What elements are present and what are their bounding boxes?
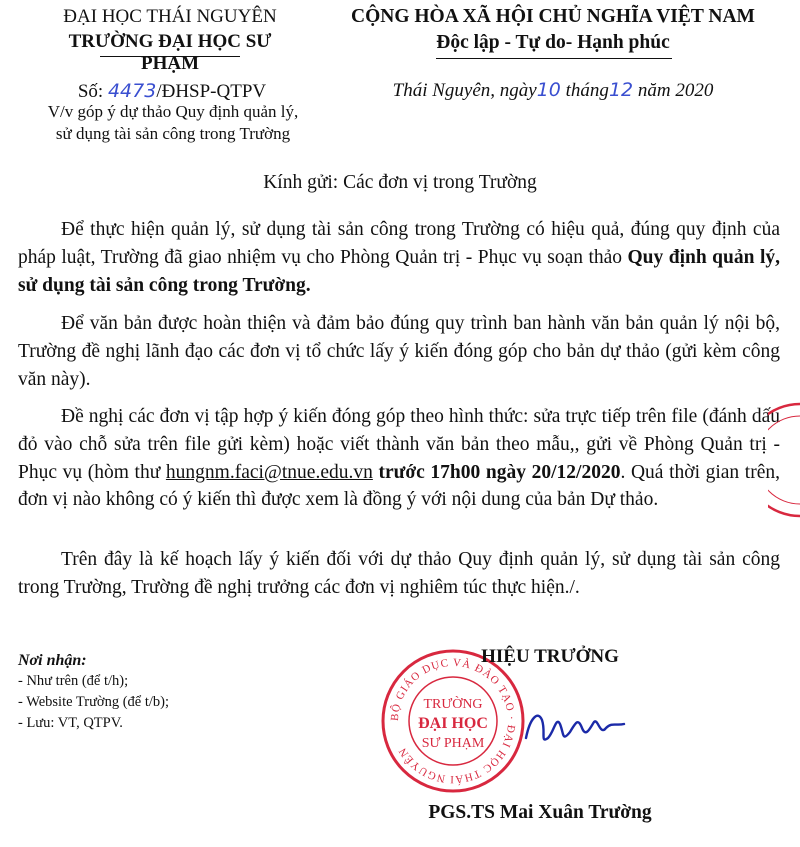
recipient-item: - Lưu: VT, QTPV.: [18, 715, 123, 731]
document-number: [42, 80, 302, 103]
addressee: Kính gửi: Các đơn vị trong Trường: [263, 172, 537, 193]
regulation-title: Quy định quản lý, sử dụng tài sản công trong Trường.: [18, 246, 780, 296]
national-motto: Độc lập - Tự do- Hạnh phúc: [436, 32, 670, 53]
signer-title: HIỆU TRƯỞNG: [481, 646, 619, 667]
recipients-title: Nơi nhận:: [18, 652, 87, 669]
email-link[interactable]: hungnm.faci@tnue.edu.vn: [165, 461, 373, 483]
date-day: 10: [536, 79, 561, 101]
partial-seal-edge: [768, 400, 800, 520]
seal-line: SƯ PHẠM: [421, 736, 485, 751]
handwritten-signature: [520, 698, 630, 758]
nation-title: CỘNG HÒA XÃ HỘI CHỦ NGHĨA VIỆT NAM: [351, 6, 755, 27]
seal-line: TRƯỜNG: [423, 697, 483, 712]
seal-line: ĐẠI HỌC: [418, 715, 488, 732]
body-paragraph: [18, 403, 780, 514]
date-month-label: tháng: [565, 80, 609, 101]
official-seal: [378, 646, 528, 796]
org-name: TRƯỜNG ĐẠI HỌC SƯ PHẠM: [68, 31, 272, 74]
seal-ring-text: BỘ GIÁO DỤC VÀ ĐÀO TẠO · ĐẠI HỌC THÁI NGUYÊN: [388, 656, 518, 786]
body-paragraph: Để văn bản được hoàn thiện và đảm bảo đúng quy trình ban hành văn bản quản lý nội bộ, Trường đề nghị lãnh đạo các đơn vị tổ chức lấy ý kiến đóng góp cho bản dự thảo (gửi kèm công văn này).: [18, 313, 780, 390]
recipients-block: [18, 650, 318, 734]
date-year: năm 2020: [637, 80, 714, 101]
signer-name: PGS.TS Mai Xuân Trường: [428, 802, 652, 823]
date-place: Thái Nguyên, ngày: [392, 80, 537, 101]
subject-line: V/v góp ý dự thảo Quy định quản lý,: [47, 102, 299, 121]
document-subject: [28, 101, 318, 145]
org-parent-name: ĐẠI HỌC THÁI NGUYÊN: [63, 6, 277, 27]
paragraph-text: Để thực hiện quản lý, sử dụng tài sản công trong Trường có hiệu quả, đúng quy định của pháp luật, Trường đã giao nhiệm vụ cho Phòng Quản trị - Phục vụ soạn thảo: [18, 219, 780, 268]
org-underline: [100, 56, 240, 57]
recipient-item: - Như trên (để t/h);: [18, 673, 129, 689]
recipient-item: - Website Trường (để t/b);: [18, 694, 170, 710]
number-suffix: /ĐHSP-QTPV: [156, 81, 267, 102]
date-month: 12: [608, 79, 634, 101]
body-paragraph: [18, 216, 780, 299]
paragraph-text: Đề nghị các đơn vị tập hợp ý kiến đóng góp theo hình thức: sửa trực tiếp trên file (đánh dấu đỏ vào chỗ sửa trên file gửi kèm) hoặc viết thành văn bản theo mẫu,, gửi về Phòng Quản trị - Phục vụ (hòm thư: [18, 406, 780, 483]
body-paragraph: Trên đây là kế hoạch lấy ý kiến đối với dự thảo Quy định quản lý, sử dụng tài sản công trong Trường, Trường đề nghị trưởng các đơn vị nghiêm túc thực hiện./.: [18, 549, 780, 598]
paragraph-text: . Quá thời gian trên, đơn vị nào không có ý kiến thì được xem là đồng ý với nội dung của bản Dự thảo.: [18, 461, 780, 511]
place-and-date: [318, 79, 788, 102]
motto-underline: [436, 58, 672, 59]
deadline: trước 17h00 ngày 20/12/2020: [378, 461, 621, 483]
number-value: 4473: [107, 80, 157, 102]
subject-line: sử dụng tài sản công trong Trường: [55, 124, 291, 143]
number-label: Số:: [77, 81, 104, 102]
